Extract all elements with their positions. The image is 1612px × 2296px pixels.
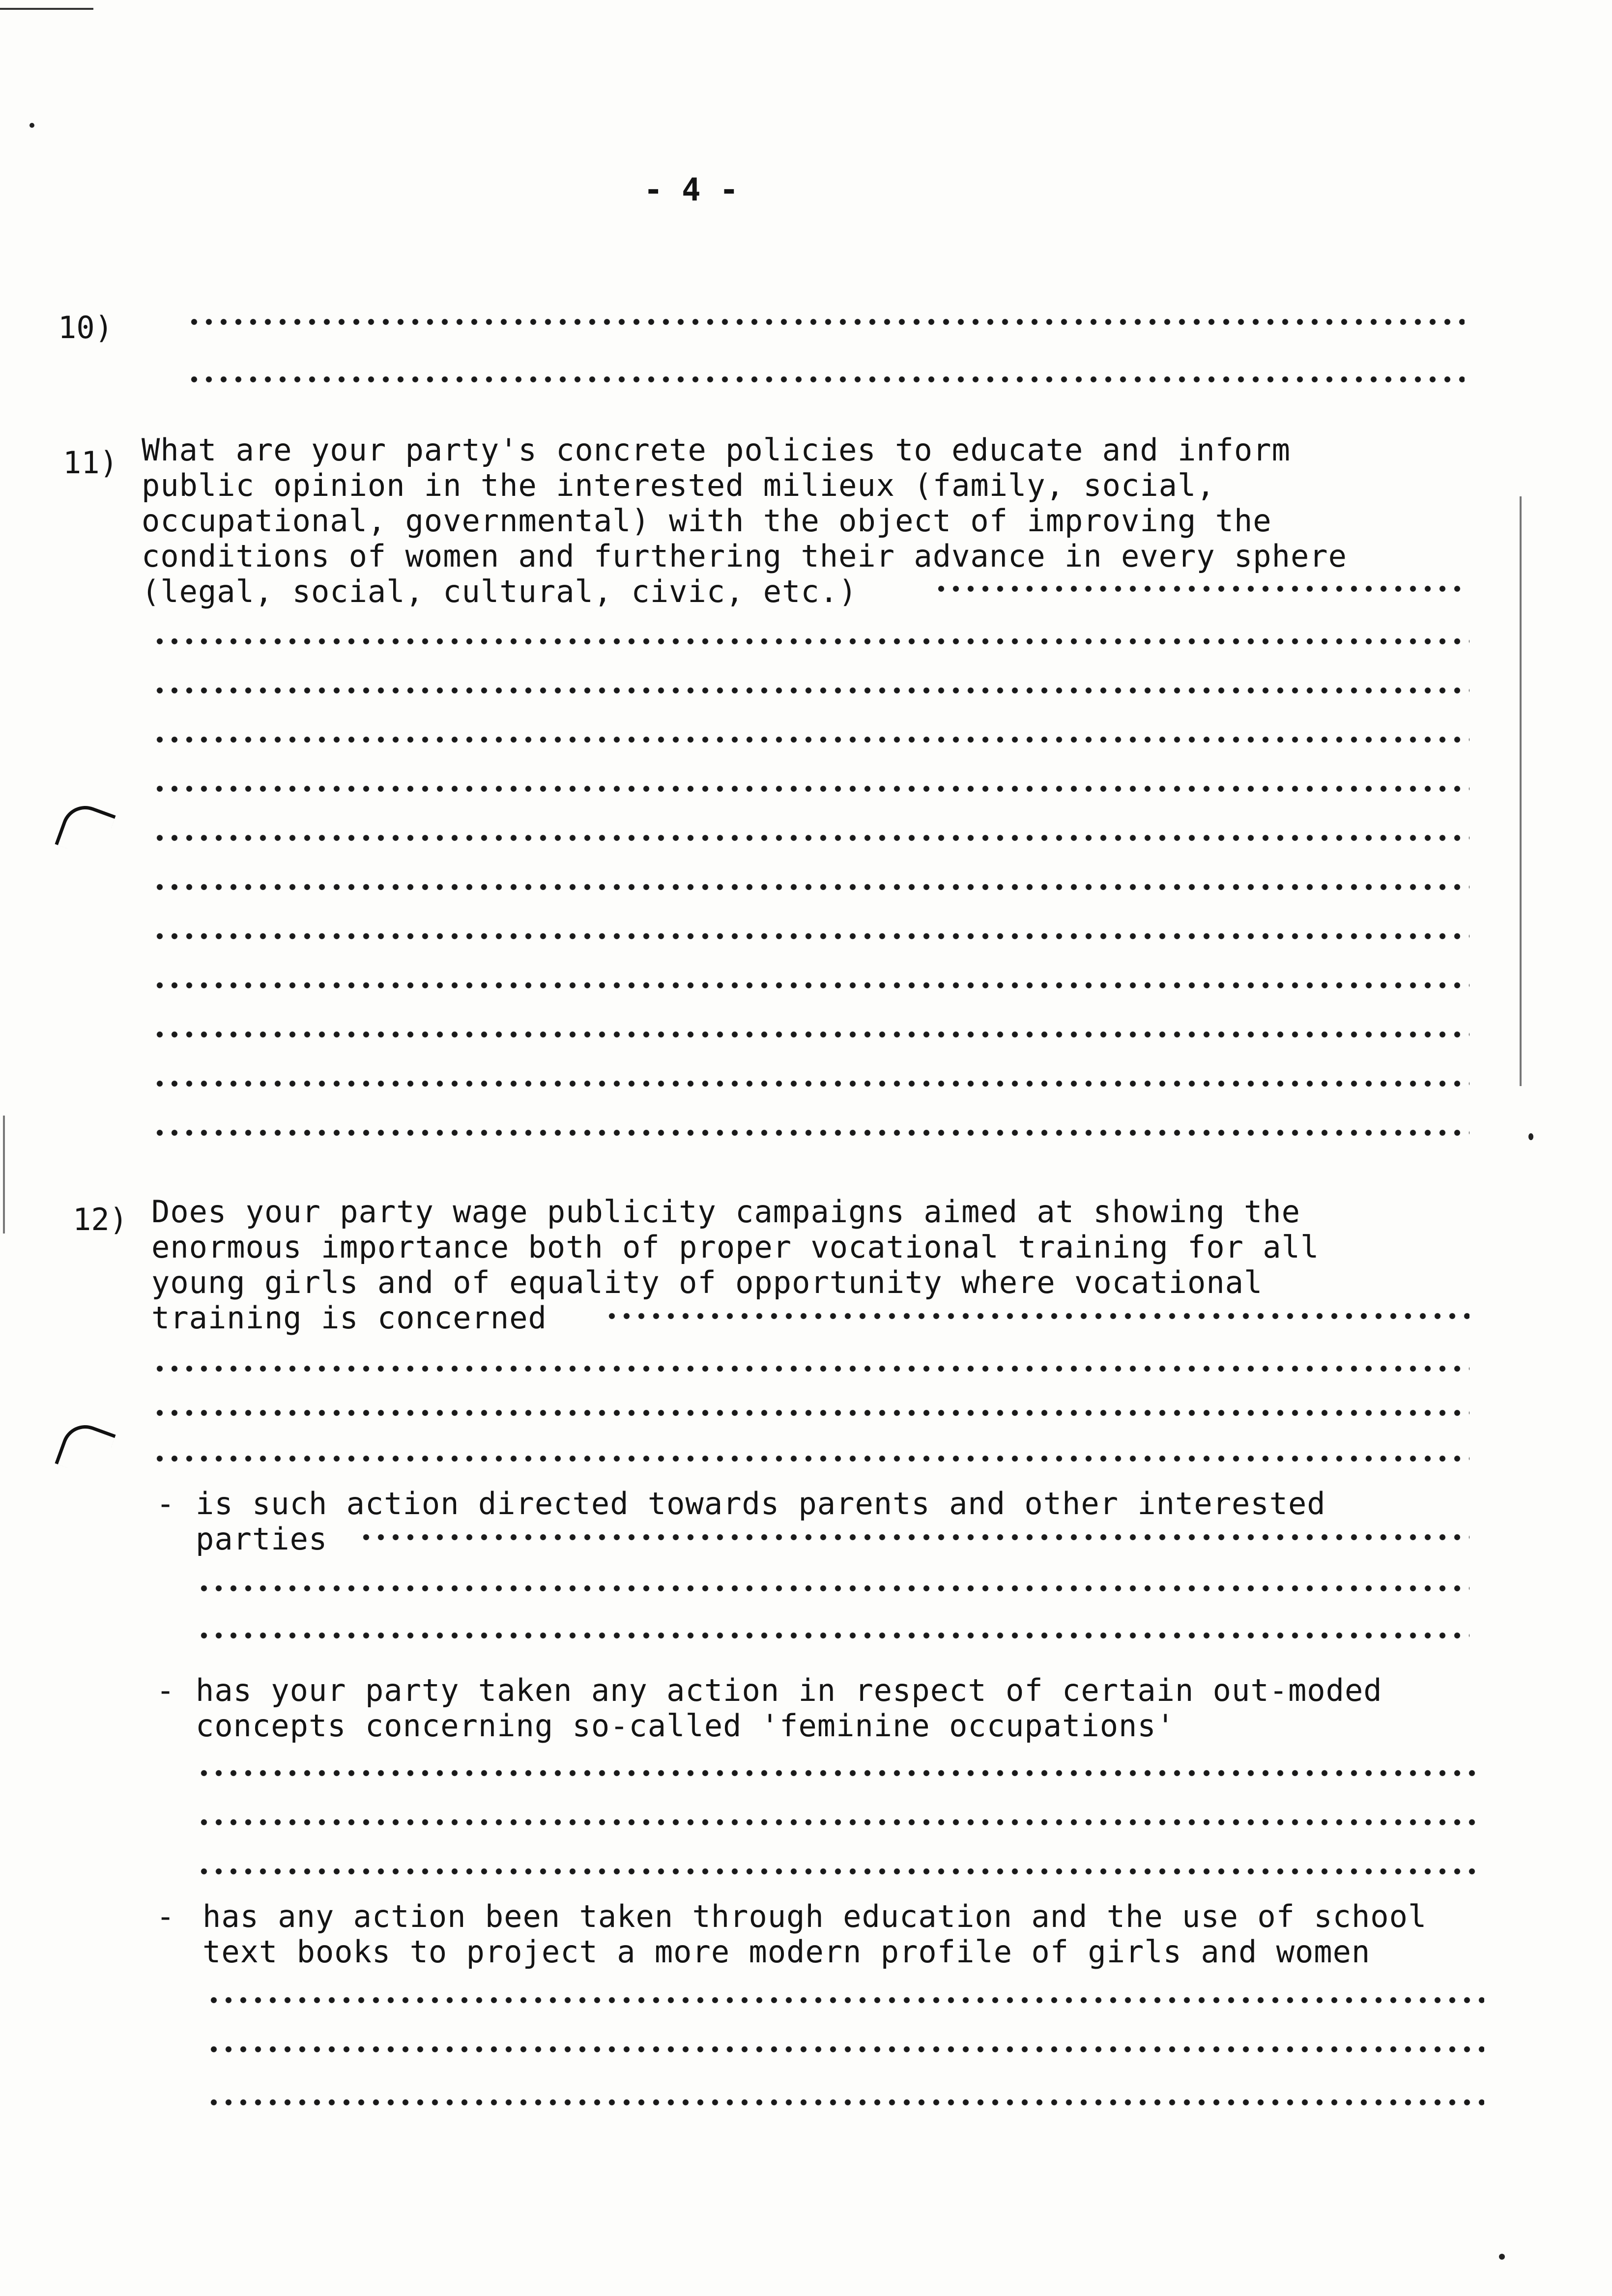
- question-11-line: conditions of women and furthering their advance in every sphere: [142, 538, 1347, 574]
- sub-question-line: is such action directed towards parents and other interested: [196, 1486, 1326, 1521]
- answer-line[interactable]: [197, 1583, 1469, 1593]
- answer-line[interactable]: [197, 1866, 1479, 1876]
- answer-line[interactable]: [152, 784, 1469, 794]
- answer-line[interactable]: [206, 1995, 1484, 2005]
- scan-speck: [1528, 1133, 1533, 1140]
- answer-line[interactable]: [187, 374, 1465, 384]
- answer-line[interactable]: [152, 931, 1469, 941]
- answer-line[interactable]: [934, 584, 1465, 594]
- answer-line[interactable]: [197, 1817, 1479, 1827]
- punch-hole-mark: [55, 1418, 115, 1479]
- scan-margin-line: [1520, 496, 1522, 1086]
- answer-line[interactable]: [152, 735, 1469, 745]
- bullet-dash: -: [156, 1672, 175, 1708]
- question-11-line: public opinion in the interested milieux (family, social,: [142, 467, 1215, 503]
- answer-line[interactable]: [152, 1128, 1469, 1138]
- answer-line[interactable]: [152, 1079, 1469, 1089]
- question-11-line: (legal, social, cultural, civic, etc.): [142, 574, 858, 609]
- question-12-line: training is concerned: [151, 1300, 547, 1336]
- bullet-dash: -: [156, 1486, 175, 1521]
- answer-line[interactable]: [152, 1408, 1469, 1418]
- answer-line[interactable]: [152, 980, 1469, 990]
- answer-line[interactable]: [152, 636, 1469, 646]
- punch-hole-mark: [55, 799, 115, 860]
- question-12-line: enormous importance both of proper vocational training for all: [151, 1229, 1320, 1265]
- answer-line[interactable]: [152, 882, 1469, 892]
- question-12-line: young girls and of equality of opportunity where vocational: [151, 1264, 1263, 1300]
- scan-edge-line: [0, 8, 93, 10]
- sub-question-line: concepts concerning so-called 'feminine occupations': [196, 1708, 1176, 1744]
- answer-line[interactable]: [197, 1768, 1479, 1778]
- sub-question-line: has any action been taken through education and the use of school: [202, 1898, 1427, 1934]
- answer-line[interactable]: [359, 1532, 1469, 1542]
- sub-question-line: text books to project a more modern profile of girls and women: [202, 1934, 1371, 1970]
- sub-question-line: parties: [196, 1521, 328, 1557]
- question-10-number: 10): [58, 310, 113, 345]
- sub-question-line: has your party taken any action in respect of certain out-moded: [196, 1672, 1382, 1708]
- scan-margin-line-left: [3, 1116, 5, 1234]
- scan-speck: [29, 123, 34, 128]
- bullet-dash: -: [156, 1898, 175, 1934]
- question-12-number: 12): [73, 1202, 128, 1237]
- answer-line[interactable]: [152, 1030, 1469, 1039]
- answer-line[interactable]: [197, 1631, 1469, 1640]
- question-11-line: occupational, governmental) with the object of improving the: [142, 503, 1272, 539]
- question-11-number: 11): [63, 445, 118, 481]
- answer-line[interactable]: [152, 1454, 1469, 1464]
- answer-line[interactable]: [206, 2097, 1484, 2107]
- answer-line[interactable]: [604, 1311, 1469, 1321]
- answer-line[interactable]: [152, 833, 1469, 843]
- answer-line[interactable]: [206, 2044, 1484, 2054]
- question-12-line: Does your party wage publicity campaigns aimed at showing the: [151, 1194, 1300, 1230]
- answer-line[interactable]: [152, 1364, 1469, 1374]
- page-number: - 4 -: [644, 172, 739, 208]
- answer-line[interactable]: [187, 317, 1465, 327]
- answer-line[interactable]: [152, 686, 1469, 695]
- question-11-line: What are your party's concrete policies to educate and inform: [142, 432, 1291, 468]
- scan-speck: [1499, 2254, 1505, 2260]
